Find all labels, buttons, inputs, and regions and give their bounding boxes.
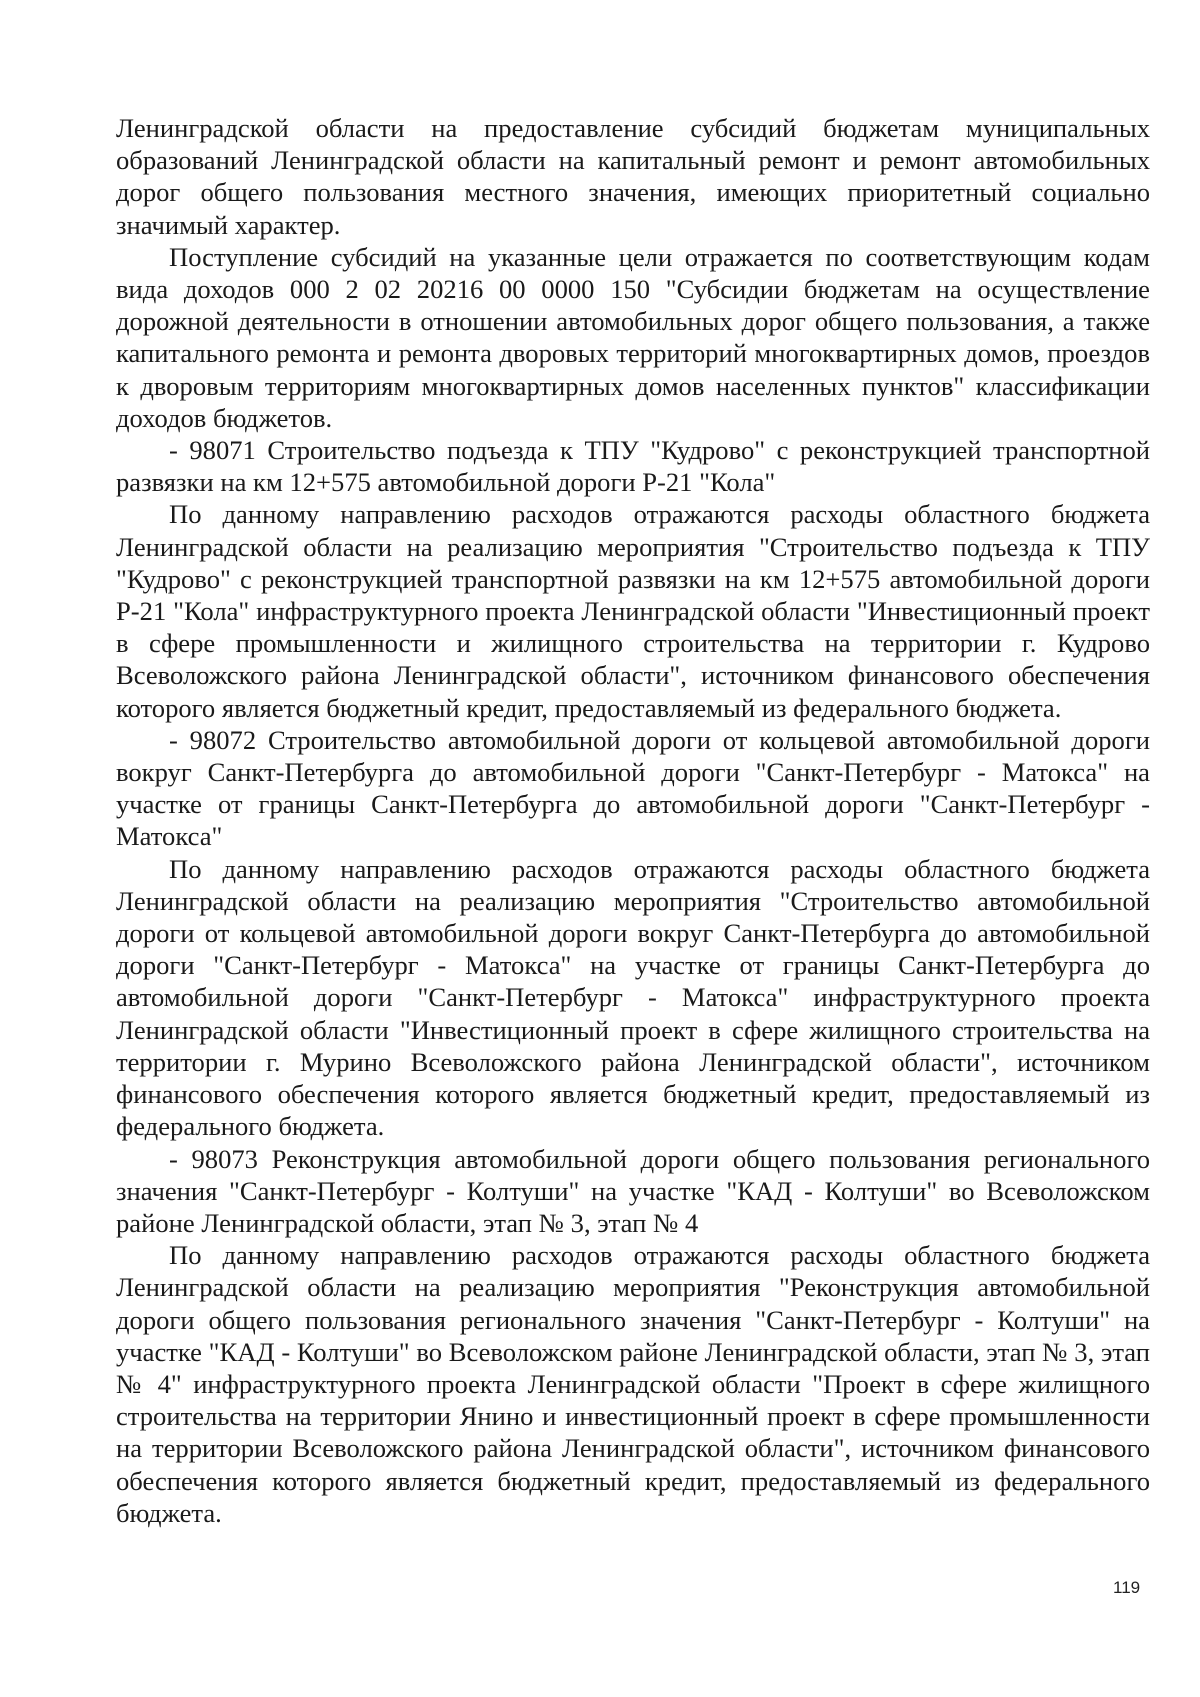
page-number: 119 bbox=[1113, 1578, 1141, 1597]
paragraph-98073-description: По данному направлению расходов отражаются расходы областного бюджета Ленинградской области на реализацию мероприятия "Реконструкция автомобильной дороги общего пользования регионального значения "Санкт-Петербург - Колтуши" на участке "КАД - Колтуши" во Всеволожском районе Ленинградской области, этап № 3, этап № 4" инфраструктурного проекта Ленинградской области "Проект в сфере жилищного строительства на территории Янино и инвестиционный проект в сфере промышленности на территории Всеволожского района Ленинградской области", источником финансового обеспечения которого является бюджетный кредит, предоставляемый из федерального бюджета. bbox=[116, 1240, 1150, 1528]
paragraph-98071-description: По данному направлению расходов отражаются расходы областного бюджета Ленинградской области на реализацию мероприятия "Строительство подъезда к ТПУ "Кудрово" с реконструкцией транспортной развязки на км 12+575 автомобильной дороги Р-21 "Кола" инфраструктурного проекта Ленинградской области "Инвестиционный проект в сфере промышленности и жилищного строительства на территории г. Кудрово Всеволожского района Ленинградской области", источником финансового обеспечения которого является бюджетный кредит, предоставляемый из федерального бюджета. bbox=[116, 499, 1150, 723]
heading-98072: - 98072 Строительство автомобильной дороги от кольцевой автомобильной дороги вокруг Санкт-Петербурга до автомобильной дороги "Санкт-Петербург - Матокса" на участке от границы Санкт-Петербурга до автомобильной дороги "Санкт-Петербург - Матокса" bbox=[116, 724, 1150, 852]
paragraph-98072-description: По данному направлению расходов отражаются расходы областного бюджета Ленинградской области на реализацию мероприятия "Строительство автомобильной дороги от кольцевой автомобильной дороги вокруг Санкт-Петербурга до автомобильной дороги "Санкт-Петербург - Матокса" на участке от границы Санкт-Петербурга до автомобильной дороги "Санкт-Петербург - Матокса" инфраструктурного проекта Ленинградской области "Инвестиционный проект в сфере жилищного строительства на территории г. Мурино Всеволожского района Ленинградской области", источником финансового обеспечения которого является бюджетный кредит, предоставляемый из федерального бюджета. bbox=[116, 853, 1150, 1142]
paragraph-continuation: Ленинградской области на предоставление субсидий бюджетам муниципальных образований Ленинградской области на капитальный ремонт и ремонт автомобильных дорог общего пользования местного значения, имеющих приоритетный социально значимый характер. bbox=[116, 113, 1150, 240]
heading-98071: - 98071 Строительство подъезда к ТПУ "Кудрово" с реконструкцией транспортной развязки на км 12+575 автомобильной дороги Р-21 "Кола" bbox=[116, 435, 1150, 498]
document-body bbox=[116, 112, 1150, 1529]
heading-98073: - 98073 Реконструкция автомобильной дороги общего пользования регионального значения "Санкт-Петербург - Колтуши" на участке "КАД - Колтуши" во Всеволожском районе Ленинградской области, этап № 3, этап № 4 bbox=[116, 1143, 1150, 1238]
paragraph-subsidy-receipt: Поступление субсидий на указанные цели отражается по соответствующим кодам вида доходов 000 2 02 20216 00 0000 150 "Субсидии бюджетам на осуществление дорожной деятельности в отношении автомобильных дорог общего пользования, а также капитального ремонта и ремонта дворовых территорий многоквартирных домов, проездов к дворовым территориям многоквартирных домов населенных пунктов" классификации доходов бюджетов. bbox=[116, 241, 1150, 433]
